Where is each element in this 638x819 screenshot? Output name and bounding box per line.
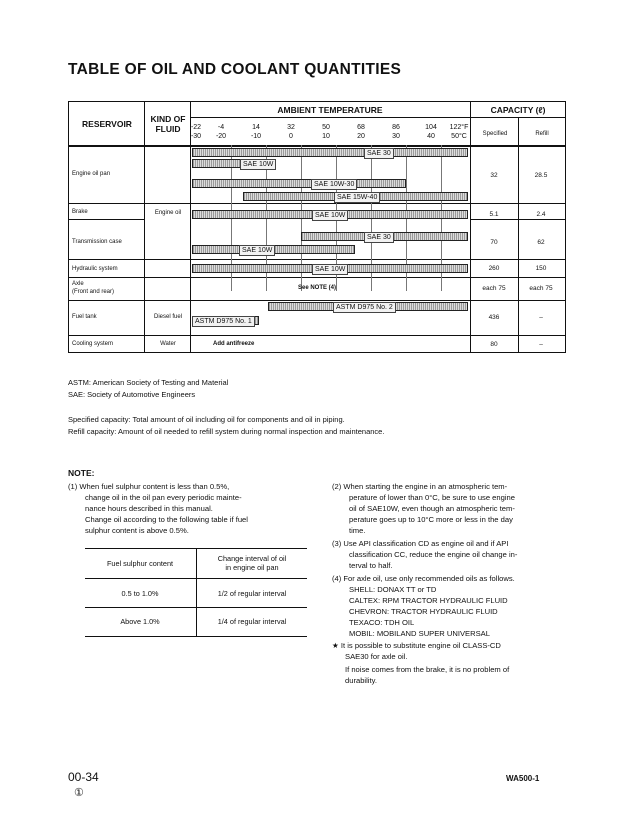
note-1-line: sulphur content is above 0.5%.	[85, 526, 189, 535]
sulphur-row-2: Above 1.0%	[120, 617, 160, 626]
specified-transmission: 70	[490, 239, 498, 246]
specified-engine-oil: 32	[490, 172, 498, 179]
temp-f-tick: 32	[287, 124, 295, 131]
interval-row-1: 1/2 of regular interval	[217, 589, 287, 598]
note-2-line: time.	[349, 526, 366, 535]
label-sae10w30: SAE 10W-30	[311, 179, 357, 190]
temp-f-tick: 68	[357, 124, 365, 131]
def-refill: Refill capacity: Amount of oil needed to refill system during normal inspection and maintenance.	[68, 427, 385, 436]
specified-cooling: 80	[490, 341, 498, 348]
star-note-line: ★ It is possible to substitute engine oil CLASS-CD	[332, 641, 501, 650]
temp-c-tick: 20	[357, 133, 365, 140]
refill-hydraulic: 150	[535, 265, 547, 272]
temp-c-tick: 30	[392, 133, 400, 140]
star-note-line: If noise comes from the brake, it is no problem of	[345, 665, 510, 674]
note-2-line: perature of lower than 0°C, be sure to use engine	[349, 493, 515, 502]
note-1-line: nance hours described in this manual.	[85, 504, 213, 513]
label-astm1: ASTM D975 No. 1	[192, 316, 255, 327]
refill-brake: 2.4	[536, 211, 546, 218]
reservoir-header: RESERVOIR	[82, 119, 132, 129]
temp-f-tick: 86	[392, 124, 400, 131]
revision-mark: ①	[74, 787, 84, 799]
reservoir-hydraulic: Hydraulic system	[72, 266, 118, 272]
note-4-line: CHEVRON: TRACTOR HYDRAULIC FLUID	[349, 607, 498, 616]
note-heading: NOTE:	[68, 468, 95, 478]
reservoir-transmission: Transmission case	[72, 239, 122, 245]
temp-f-tick: 122°F	[449, 124, 469, 131]
interval-header-1: Change interval of oil	[217, 554, 287, 563]
interval-row-2: 1/4 of regular interval	[217, 617, 287, 626]
temp-c-tick: 10	[322, 133, 330, 140]
temp-c-tick: -20	[215, 133, 227, 140]
capacity-header: CAPACITY (ℓ)	[490, 105, 546, 115]
refill-axle: each 75	[529, 285, 553, 292]
refill-transmission: 62	[537, 239, 545, 246]
refill-cooling: –	[539, 341, 543, 348]
fluid-diesel: Diesel fuel	[153, 314, 182, 320]
note-2-line: (2) When starting the engine in an atmospheric tem-	[332, 482, 508, 491]
reservoir-cooling: Cooling system	[72, 341, 114, 347]
specified-axle: each 75	[482, 285, 506, 292]
def-sae: SAE: Society of Automotive Engineers	[68, 390, 196, 399]
page-title: TABLE OF OIL AND COOLANT QUANTITIES	[68, 61, 402, 78]
specified-fuel-tank: 436	[488, 314, 500, 321]
refill-engine-oil: 28.5	[534, 172, 548, 179]
label-sae30: SAE 30	[364, 148, 394, 159]
reservoir-engine-oil-pan: Engine oil pan	[72, 171, 111, 177]
label-trans-sae30: SAE 30	[364, 232, 394, 243]
bar-sae30	[192, 148, 468, 157]
fluid-water: Water	[160, 341, 176, 347]
note-2-line: oil of SAE10W, even though an atmospheric tem-	[349, 504, 515, 513]
note-4-line: TEXACO: TDH OIL	[349, 618, 415, 627]
note-3-line: terval to half.	[349, 561, 393, 570]
temp-f-tick: 14	[252, 124, 260, 131]
oil-coolant-table	[68, 101, 566, 353]
sulphur-row-1: 0.5 to 1.0%	[121, 589, 159, 598]
temp-c-tick: -30	[190, 133, 202, 140]
label-hyd-sae10w: SAE 10W	[312, 264, 348, 275]
kind-of-fluid-header-2: FLUID	[155, 124, 181, 134]
temp-c-tick: -10	[250, 133, 262, 140]
note-3-line: (3) Use API classification CD as engine oil and if API	[332, 539, 509, 548]
def-specified: Specified capacity: Total amount of oil including oil for components and oil in piping.	[68, 415, 345, 424]
sulphur-header: Fuel sulphur content	[106, 559, 174, 568]
refill-header: Refill	[535, 131, 549, 137]
bar-sae10w30	[192, 179, 406, 188]
label-brake-sae10w: SAE 10W	[312, 210, 348, 221]
reservoir-axle-sub: (Front and rear)	[72, 289, 115, 295]
label-astm2: ASTM D975 No. 2	[333, 302, 396, 313]
note-4-line: MOBIL: MOBILAND SUPER UNIVERSAL	[349, 629, 490, 638]
note-2-line: perature goes up to 10°C more or less in the day	[349, 515, 513, 524]
note-4-line: CALTEX: RPM TRACTOR HYDRAULIC FLUID	[349, 596, 508, 605]
temp-f-tick: -4	[217, 124, 225, 131]
refill-fuel-tank: –	[539, 314, 543, 321]
specified-header: Specified	[482, 131, 508, 137]
label-sae10w: SAE 10W	[240, 159, 276, 170]
star-note-line: SAE30 for axle oil.	[345, 652, 408, 661]
specified-hydraulic: 260	[488, 265, 500, 272]
document-code: WA500-1	[506, 774, 540, 783]
note-1-line: Change oil according to the following table if fuel	[85, 515, 248, 524]
ambient-temperature-header: AMBIENT TEMPERATURE	[277, 105, 383, 115]
temp-c-tick: 40	[427, 133, 435, 140]
reservoir-fuel-tank: Fuel tank	[72, 314, 97, 320]
temp-f-tick: 50	[322, 124, 330, 131]
reservoir-brake: Brake	[72, 209, 88, 215]
temp-f-tick: 104	[425, 124, 437, 131]
note-3-line: classification CC, reduce the engine oil change in-	[349, 550, 518, 559]
label-sae15w40: SAE 15W-40	[334, 192, 380, 203]
temp-f-tick: -22	[190, 124, 202, 131]
axle-note: See NOTE (4)	[298, 285, 337, 291]
specified-brake: 5.1	[489, 211, 499, 218]
temp-c-tick: 0	[289, 133, 293, 140]
reservoir-axle: Axle	[72, 281, 84, 287]
label-trans-sae10w: SAE 10W	[239, 245, 275, 256]
def-astm: ASTM: American Society of Testing and Material	[68, 378, 229, 387]
page-number: 00-34	[68, 770, 99, 784]
kind-of-fluid-header-1: KIND OF	[150, 114, 186, 124]
note-4-line: (4) For axle oil, use only recommended oils as follows.	[332, 574, 515, 583]
fluid-engine-oil: Engine oil	[154, 210, 182, 216]
note-1-line: (1) When fuel sulphur content is less than 0.5%,	[68, 482, 230, 491]
note-1-line: change oil in the oil pan every periodic mainte-	[85, 493, 242, 502]
note-4-line: SHELL: DONAX TT or TD	[349, 585, 437, 594]
temp-c-tick: 50°C	[451, 133, 467, 140]
antifreeze-note: Add antifreeze	[213, 341, 255, 347]
interval-header-2: in engine oil pan	[225, 563, 279, 572]
star-note-line: durability.	[345, 676, 377, 685]
